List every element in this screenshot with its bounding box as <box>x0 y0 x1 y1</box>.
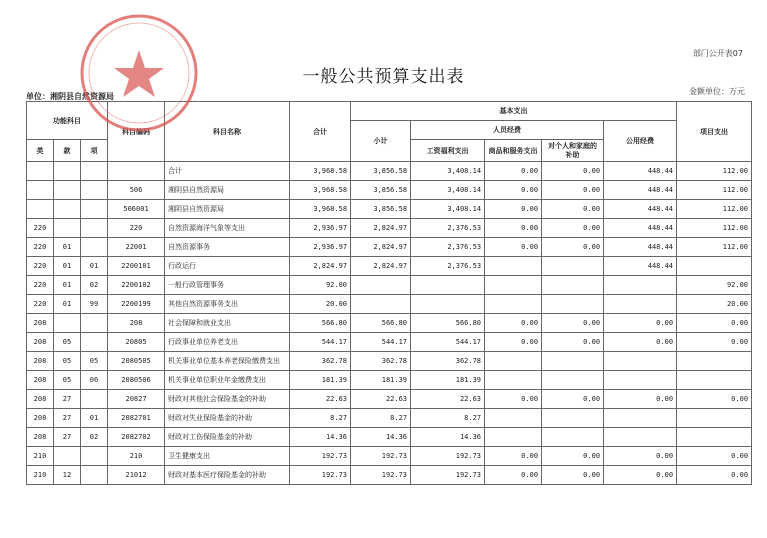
total-cell: 20.00 <box>290 295 351 314</box>
project-expenditure-cell: 0.00 <box>677 390 752 409</box>
subtotal-cell: 3,856.58 <box>351 162 411 181</box>
project-expenditure-cell: 112.00 <box>677 219 752 238</box>
wages-cell: 3,408.14 <box>411 162 485 181</box>
public-expense-cell: 0.00 <box>604 390 677 409</box>
subject-name-cell: 行政事业单位养老支出 <box>165 333 290 352</box>
public-expense-header: 公用经费 <box>604 121 677 162</box>
total-cell: 181.39 <box>290 371 351 390</box>
lei-cell: 210 <box>27 466 54 485</box>
total-cell: 3,968.58 <box>290 162 351 181</box>
xiang-cell: 01 <box>81 409 108 428</box>
kuan-cell <box>54 181 81 200</box>
goods-header: 商品和服务支出 <box>485 140 542 162</box>
total-cell: 192.73 <box>290 466 351 485</box>
wages-cell: 2,376.53 <box>411 257 485 276</box>
public-expense-cell <box>604 371 677 390</box>
official-seal <box>78 12 200 134</box>
subsidy-cell: 0.00 <box>542 447 604 466</box>
lei-cell: 220 <box>27 219 54 238</box>
public-expense-cell: 448.44 <box>604 219 677 238</box>
table-row <box>27 162 752 181</box>
kuan-cell: 01 <box>54 257 81 276</box>
wages-cell: 544.17 <box>411 333 485 352</box>
lei-cell: 208 <box>27 314 54 333</box>
lei-cell: 220 <box>27 295 54 314</box>
goods-cell: 0.00 <box>485 466 542 485</box>
table-row <box>27 371 752 390</box>
project-expenditure-cell <box>677 409 752 428</box>
lei-cell: 220 <box>27 257 54 276</box>
subject-code-cell: 22001 <box>108 238 165 257</box>
subsidy-cell <box>542 276 604 295</box>
subject-code-cell: 2200101 <box>108 257 165 276</box>
xiang-cell: 99 <box>81 295 108 314</box>
subsidy-cell: 0.00 <box>542 390 604 409</box>
table-row <box>27 409 752 428</box>
table-row <box>27 390 752 409</box>
wages-cell <box>411 276 485 295</box>
public-expense-cell: 0.00 <box>604 447 677 466</box>
kuan-cell <box>54 314 81 333</box>
kuan-cell: 05 <box>54 333 81 352</box>
total-cell: 3,968.58 <box>290 200 351 219</box>
xiang-cell <box>81 333 108 352</box>
seal-star-icon <box>114 50 164 97</box>
wages-cell: 2,376.53 <box>411 219 485 238</box>
lei-cell: 208 <box>27 371 54 390</box>
personnel-header: 人员经费 <box>411 121 604 140</box>
lei-cell: 208 <box>27 390 54 409</box>
subtotal-cell: 22.63 <box>351 390 411 409</box>
wages-header: 工资福利支出 <box>411 140 485 162</box>
project-expenditure-cell: 112.00 <box>677 181 752 200</box>
goods-cell: 0.00 <box>485 200 542 219</box>
subject-code-cell: 210 <box>108 447 165 466</box>
subject-name-cell: 湘阴县自然资源局 <box>165 181 290 200</box>
subject-name-cell: 自然资源事务 <box>165 238 290 257</box>
subject-code-cell: 2080506 <box>108 371 165 390</box>
subject-code-cell: 2200102 <box>108 276 165 295</box>
public-expense-cell: 0.00 <box>604 333 677 352</box>
kuan-cell <box>54 162 81 181</box>
total-cell: 362.78 <box>290 352 351 371</box>
table-row <box>27 295 752 314</box>
wages-cell: 22.63 <box>411 390 485 409</box>
project-expenditure-cell <box>677 371 752 390</box>
goods-cell <box>485 371 542 390</box>
subject-code-cell: 2082702 <box>108 428 165 447</box>
table-row <box>27 352 752 371</box>
wages-cell: 566.80 <box>411 314 485 333</box>
kuan-cell <box>54 219 81 238</box>
functional-subject-header: 功能科目 <box>27 102 108 140</box>
subject-code-cell: 21012 <box>108 466 165 485</box>
subject-name-cell: 自然资源海洋气象等支出 <box>165 219 290 238</box>
wages-cell: 181.39 <box>411 371 485 390</box>
subject-name-cell: 行政运行 <box>165 257 290 276</box>
subject-name-cell: 卫生健康支出 <box>165 447 290 466</box>
total-cell: 566.80 <box>290 314 351 333</box>
kuan-cell: 12 <box>54 466 81 485</box>
lei-cell <box>27 200 54 219</box>
xiang-cell <box>81 314 108 333</box>
lei-cell <box>27 181 54 200</box>
subject-code-cell: 220 <box>108 219 165 238</box>
subsidy-cell: 0.00 <box>542 181 604 200</box>
xiang-cell <box>81 181 108 200</box>
goods-cell <box>485 428 542 447</box>
subject-name-cell: 财政对工伤保险基金的补助 <box>165 428 290 447</box>
subsidy-cell <box>542 428 604 447</box>
subject-code-cell: 20805 <box>108 333 165 352</box>
total-cell: 3,968.58 <box>290 181 351 200</box>
project-expenditure-header: 项目支出 <box>677 102 752 162</box>
kuan-cell: 01 <box>54 276 81 295</box>
kuan-cell <box>54 200 81 219</box>
subsidy-cell: 0.00 <box>542 162 604 181</box>
subsidy-cell: 0.00 <box>542 333 604 352</box>
kuan-cell: 27 <box>54 428 81 447</box>
goods-cell: 0.00 <box>485 181 542 200</box>
subject-name-cell: 湘阴县自然资源局 <box>165 200 290 219</box>
subtotal-cell: 566.80 <box>351 314 411 333</box>
wages-cell: 3,408.14 <box>411 181 485 200</box>
table-row <box>27 257 752 276</box>
table-row <box>27 466 752 485</box>
public-expense-cell: 448.44 <box>604 238 677 257</box>
total-cell: 22.63 <box>290 390 351 409</box>
subject-code-cell: 208 <box>108 314 165 333</box>
kuan-cell: 01 <box>54 238 81 257</box>
lei-header: 类 <box>27 140 54 162</box>
public-expense-cell: 0.00 <box>604 466 677 485</box>
xiang-cell <box>81 466 108 485</box>
subject-name-cell: 社会保障和就业支出 <box>165 314 290 333</box>
subject-code-cell: 2082701 <box>108 409 165 428</box>
public-expense-cell <box>604 428 677 447</box>
kuan-cell: 27 <box>54 409 81 428</box>
goods-cell: 0.00 <box>485 238 542 257</box>
wages-cell: 192.73 <box>411 447 485 466</box>
lei-cell: 208 <box>27 333 54 352</box>
lei-cell: 220 <box>27 238 54 257</box>
xiang-cell: 01 <box>81 257 108 276</box>
subject-code-cell <box>108 162 165 181</box>
budget-table <box>26 101 752 485</box>
table-row <box>27 200 752 219</box>
goods-cell: 0.00 <box>485 447 542 466</box>
xiang-cell <box>81 447 108 466</box>
page-title: 一般公共预算支出表 <box>302 67 465 87</box>
xiang-header: 项 <box>81 140 108 162</box>
xiang-cell <box>81 200 108 219</box>
lei-cell: 210 <box>27 447 54 466</box>
wages-cell: 3,408.14 <box>411 200 485 219</box>
project-expenditure-cell: 112.00 <box>677 162 752 181</box>
total-cell: 8.27 <box>290 409 351 428</box>
project-expenditure-cell: 0.00 <box>677 447 752 466</box>
table-row <box>27 181 752 200</box>
subject-name-cell: 机关事业单位职业年金缴费支出 <box>165 371 290 390</box>
subject-name-cell: 机关事业单位基本养老保险缴费支出 <box>165 352 290 371</box>
table-row <box>27 276 752 295</box>
table-row <box>27 333 752 352</box>
subsidy-cell: 0.00 <box>542 238 604 257</box>
goods-cell <box>485 352 542 371</box>
public-expense-cell <box>604 409 677 428</box>
kuan-cell: 05 <box>54 352 81 371</box>
kuan-cell: 27 <box>54 390 81 409</box>
subsidy-cell <box>542 371 604 390</box>
goods-cell <box>485 257 542 276</box>
kuan-cell: 05 <box>54 371 81 390</box>
subtotal-cell: 3,856.58 <box>351 181 411 200</box>
project-expenditure-cell: 0.00 <box>677 333 752 352</box>
xiang-cell <box>81 390 108 409</box>
public-expense-cell <box>604 295 677 314</box>
subject-name-cell: 其他自然资源事务支出 <box>165 295 290 314</box>
subject-code-cell: 2080505 <box>108 352 165 371</box>
subtotal-cell: 8.27 <box>351 409 411 428</box>
subject-name-cell: 财政对其他社会保险基金的补助 <box>165 390 290 409</box>
goods-cell <box>485 295 542 314</box>
subsidy-cell <box>542 409 604 428</box>
subject-name-cell: 一般行政管理事务 <box>165 276 290 295</box>
project-expenditure-cell <box>677 428 752 447</box>
lei-cell: 220 <box>27 276 54 295</box>
xiang-cell <box>81 162 108 181</box>
subtotal-cell: 2,824.97 <box>351 257 411 276</box>
project-expenditure-cell <box>677 257 752 276</box>
subsidy-cell <box>542 352 604 371</box>
kuan-cell <box>54 447 81 466</box>
subject-name-header: 科目名称 <box>165 102 290 162</box>
subsidy-header: 对个人和家庭的补助 <box>542 140 604 162</box>
public-expense-cell: 448.44 <box>604 181 677 200</box>
subject-name-cell: 财政对基本医疗保险基金的补助 <box>165 466 290 485</box>
total-cell: 2,824.97 <box>290 257 351 276</box>
subtotal-cell: 192.73 <box>351 466 411 485</box>
subsidy-cell: 0.00 <box>542 466 604 485</box>
xiang-cell <box>81 238 108 257</box>
subsidy-cell: 0.00 <box>542 219 604 238</box>
table-row <box>27 314 752 333</box>
project-expenditure-cell: 0.00 <box>677 314 752 333</box>
lei-cell <box>27 162 54 181</box>
lei-cell: 208 <box>27 428 54 447</box>
public-expense-cell: 448.44 <box>604 162 677 181</box>
lei-cell: 208 <box>27 409 54 428</box>
wages-cell: 362.78 <box>411 352 485 371</box>
public-expense-cell: 448.44 <box>604 257 677 276</box>
table-row <box>27 428 752 447</box>
subject-code-cell: 506 <box>108 181 165 200</box>
project-expenditure-cell: 92.00 <box>677 276 752 295</box>
subtotal-header: 小计 <box>351 121 411 162</box>
subtotal-cell: 181.39 <box>351 371 411 390</box>
public-expense-cell: 0.00 <box>604 314 677 333</box>
unit-label: 单位：湘阴县自然资源局 <box>26 92 114 101</box>
xiang-cell <box>81 219 108 238</box>
wages-cell: 2,376.53 <box>411 238 485 257</box>
subsidy-cell <box>542 295 604 314</box>
goods-cell <box>485 276 542 295</box>
subtotal-cell: 2,824.97 <box>351 238 411 257</box>
subsidy-cell <box>542 257 604 276</box>
subtotal-cell: 192.73 <box>351 447 411 466</box>
project-expenditure-cell: 112.00 <box>677 238 752 257</box>
table-row <box>27 219 752 238</box>
project-expenditure-cell: 20.00 <box>677 295 752 314</box>
xiang-cell: 02 <box>81 276 108 295</box>
subject-code-cell: 20827 <box>108 390 165 409</box>
goods-cell: 0.00 <box>485 333 542 352</box>
total-cell: 92.00 <box>290 276 351 295</box>
public-expense-cell <box>604 352 677 371</box>
total-header: 合计 <box>290 102 351 162</box>
subject-code-cell: 506001 <box>108 200 165 219</box>
subtotal-cell: 3,856.58 <box>351 200 411 219</box>
total-cell: 14.36 <box>290 428 351 447</box>
subject-name-cell: 财政对失业保险基金的补助 <box>165 409 290 428</box>
xiang-cell: 02 <box>81 428 108 447</box>
wages-cell <box>411 295 485 314</box>
table-row <box>27 447 752 466</box>
subject-code-cell: 2200199 <box>108 295 165 314</box>
goods-cell <box>485 409 542 428</box>
wages-cell: 192.73 <box>411 466 485 485</box>
subtotal-cell <box>351 295 411 314</box>
subject-name-cell: 合计 <box>165 162 290 181</box>
total-cell: 192.73 <box>290 447 351 466</box>
subject-code-header: 科目编码 <box>108 102 165 162</box>
subtotal-cell: 544.17 <box>351 333 411 352</box>
kuan-header: 款 <box>54 140 81 162</box>
wages-cell: 8.27 <box>411 409 485 428</box>
subtotal-cell: 14.36 <box>351 428 411 447</box>
subtotal-cell: 2,824.97 <box>351 219 411 238</box>
basic-expenditure-header: 基本支出 <box>351 102 677 121</box>
goods-cell: 0.00 <box>485 162 542 181</box>
goods-cell: 0.00 <box>485 219 542 238</box>
project-expenditure-cell: 0.00 <box>677 466 752 485</box>
project-expenditure-cell: 112.00 <box>677 200 752 219</box>
wages-cell: 14.36 <box>411 428 485 447</box>
public-expense-cell <box>604 276 677 295</box>
total-cell: 2,936.97 <box>290 238 351 257</box>
subtotal-cell <box>351 276 411 295</box>
public-expense-cell: 448.44 <box>604 200 677 219</box>
lei-cell: 208 <box>27 352 54 371</box>
kuan-cell: 01 <box>54 295 81 314</box>
goods-cell: 0.00 <box>485 314 542 333</box>
total-cell: 2,936.97 <box>290 219 351 238</box>
project-expenditure-cell <box>677 352 752 371</box>
subsidy-cell: 0.00 <box>542 314 604 333</box>
table-number: 部门公开表07 <box>692 49 743 58</box>
subtotal-cell: 362.78 <box>351 352 411 371</box>
goods-cell: 0.00 <box>485 390 542 409</box>
xiang-cell: 05 <box>81 352 108 371</box>
subsidy-cell: 0.00 <box>542 200 604 219</box>
currency-label: 金额单位：万元 <box>689 87 745 96</box>
total-cell: 544.17 <box>290 333 351 352</box>
xiang-cell: 06 <box>81 371 108 390</box>
table-row <box>27 238 752 257</box>
